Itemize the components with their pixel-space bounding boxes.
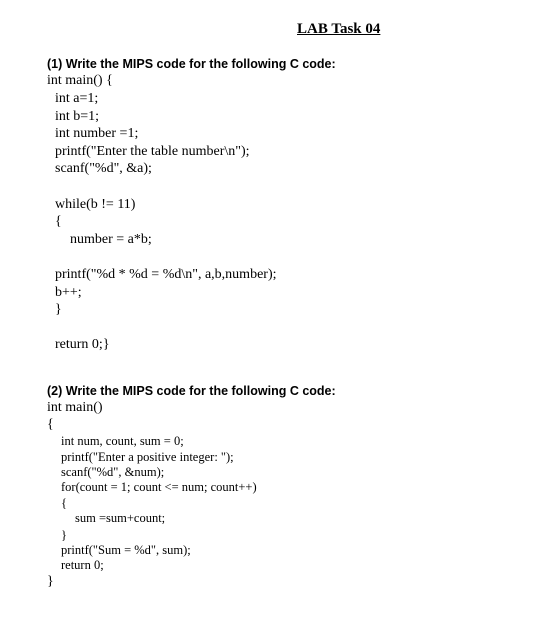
task2-code-line: {	[47, 417, 54, 432]
task1-code-line: scanf("%d", &a);	[55, 161, 152, 176]
task2-code-line: scanf("%d", &num);	[61, 465, 165, 479]
task2-code-line: {	[61, 496, 67, 510]
page-title: LAB Task 04	[297, 21, 381, 37]
task1-code-line: }	[55, 302, 62, 317]
task1-heading: (1) Write the MIPS code for the following C code:	[47, 57, 336, 71]
task1-code-line: while(b != 11)	[55, 197, 136, 212]
task2-code-line: int num, count, sum = 0;	[61, 434, 184, 448]
task2-code-line: return 0;	[61, 558, 104, 572]
task2-code-line: }	[47, 574, 54, 589]
task1-code-line: {	[55, 214, 62, 229]
task2-code-line: printf("Sum = %d", sum);	[61, 543, 191, 557]
task2-code-line: for(count = 1; count <= num; count++)	[61, 480, 257, 494]
task2-code-line: sum =sum+count;	[75, 511, 166, 525]
task1-code-line: int a=1;	[55, 91, 99, 106]
task1-code-line: number = a*b;	[70, 232, 152, 247]
task1-code-line: int number =1;	[55, 126, 139, 141]
task2-code-line: }	[61, 528, 67, 542]
task1-code-line: int b=1;	[55, 109, 100, 124]
task2-code-line: int main()	[47, 400, 103, 415]
task1-code-line: int main() {	[47, 73, 113, 88]
task1-code-line: printf("Enter the table number\n");	[55, 144, 250, 159]
task1-code-line: b++;	[55, 285, 82, 300]
task2-heading: (2) Write the MIPS code for the following C code:	[47, 384, 336, 398]
task1-code-line: printf("%d * %d = %d\n", a,b,number);	[55, 267, 277, 282]
task2-code-line: printf("Enter a positive integer: ");	[61, 450, 234, 464]
task1-code-line: return 0;}	[55, 337, 110, 352]
